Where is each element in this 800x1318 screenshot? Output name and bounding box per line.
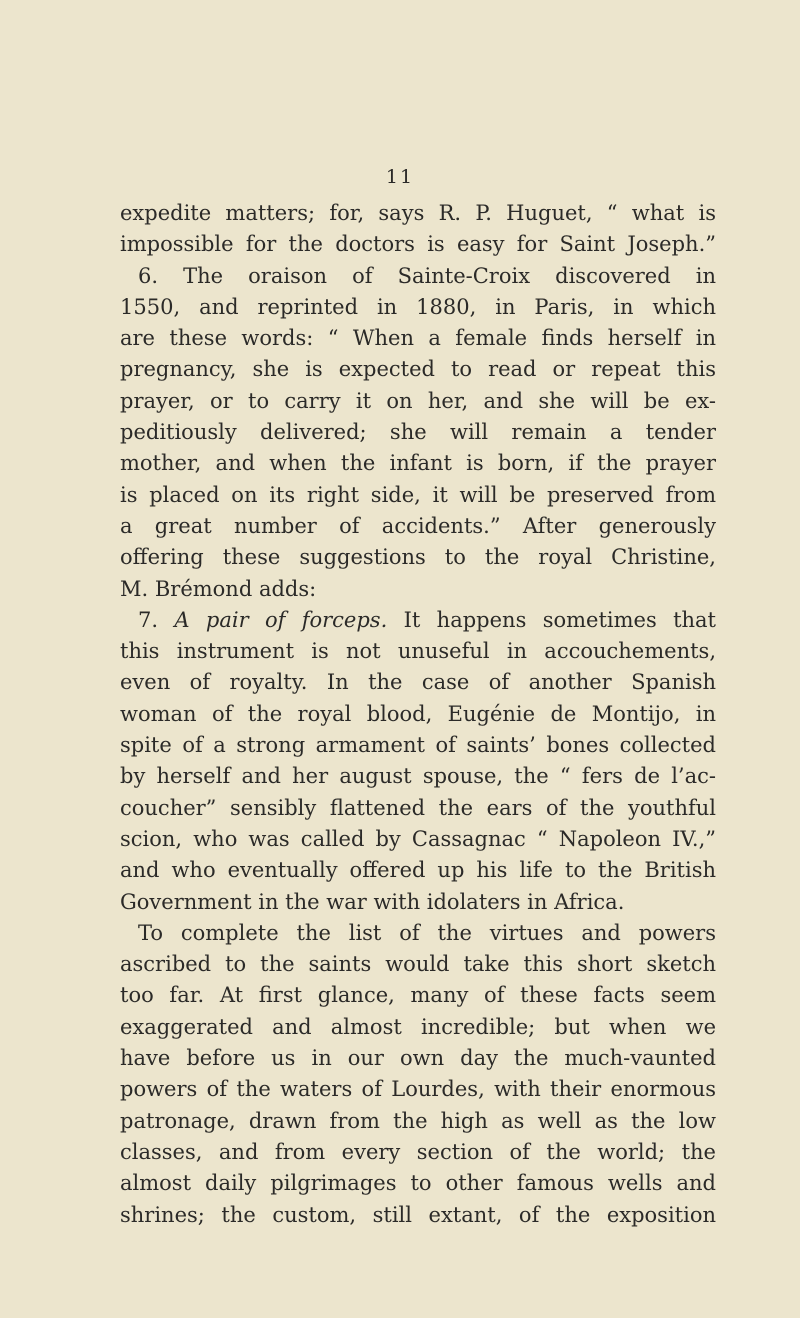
text-line: Government in the war with idolaters in Africa.	[120, 889, 625, 914]
text-line: peditiously delivered; she will remain a tender	[120, 420, 716, 445]
text-line: and who eventually offered up his life to the British	[120, 858, 716, 883]
text-line: a great number of accidents.” After generously	[120, 513, 716, 538]
text-line: expedite matters; for, says R. P. Huguet, “ what is	[120, 201, 716, 225]
text-line: pregnancy, she is expected to read or repeat this	[120, 357, 716, 382]
page-number: 11	[385, 166, 415, 188]
text-line: 6. The oraison of Sainte-Croix discovered in	[138, 263, 716, 288]
text-line: coucher” sensibly flattened the ears of the youthful	[120, 795, 716, 820]
line-text: It happens sometimes that	[387, 607, 716, 632]
text-line: patronage, drawn from the high as well as the low	[120, 1108, 716, 1133]
item-number: 7.	[138, 607, 175, 632]
text-line: To complete the list of the virtues and powers	[138, 920, 716, 945]
text-line: is placed on its right side, it will be preserved from	[120, 482, 716, 507]
text-line	[120, 605, 716, 636]
text-line: have before us in our own day the much-vaunted	[120, 1046, 716, 1071]
text-line: classes, and from every section of the world; the	[120, 1139, 716, 1164]
body-text	[120, 198, 716, 1231]
text-line: offering these suggestions to the royal Christine,	[120, 545, 716, 570]
text-line: woman of the royal blood, Eugénie de Montijo, in	[120, 701, 716, 726]
text-line: by herself and her august spouse, the “ fers de l’ac-	[120, 764, 716, 789]
text-line: impossible for the doctors is easy for Saint Joseph.”	[120, 232, 716, 257]
text-line: this instrument is not unuseful in accouchements,	[120, 639, 716, 664]
text-line: spite of a strong armament of saints’ bones collected	[120, 733, 716, 758]
text-line: prayer, or to carry it on her, and she will be ex-	[120, 388, 716, 413]
text-line: almost daily pilgrimages to other famous wells and	[120, 1171, 716, 1196]
text-line: scion, who was called by Cassagnac “ Napoleon IV.,”	[120, 826, 716, 851]
text-line: mother, and when the infant is born, if the prayer	[120, 451, 716, 476]
text-line: even of royalty. In the case of another Spanish	[120, 670, 716, 695]
text-line: shrines; the custom, still extant, of the exposition	[120, 1202, 716, 1227]
text-line: ascribed to the saints would take this short sketch	[120, 952, 716, 977]
text-line: exaggerated and almost incredible; but when we	[120, 1014, 716, 1039]
text-line: M. Brémond adds:	[120, 576, 317, 601]
text-line: are these words: “ When a female finds herself in	[120, 326, 716, 351]
text-line: too far. At first glance, many of these facts seem	[120, 983, 716, 1008]
item-heading: A pair of forceps.	[174, 607, 388, 632]
text-line: 1550, and reprinted in 1880, in Paris, in which	[120, 294, 716, 319]
text-line: powers of the waters of Lourdes, with their enormous	[120, 1077, 716, 1102]
